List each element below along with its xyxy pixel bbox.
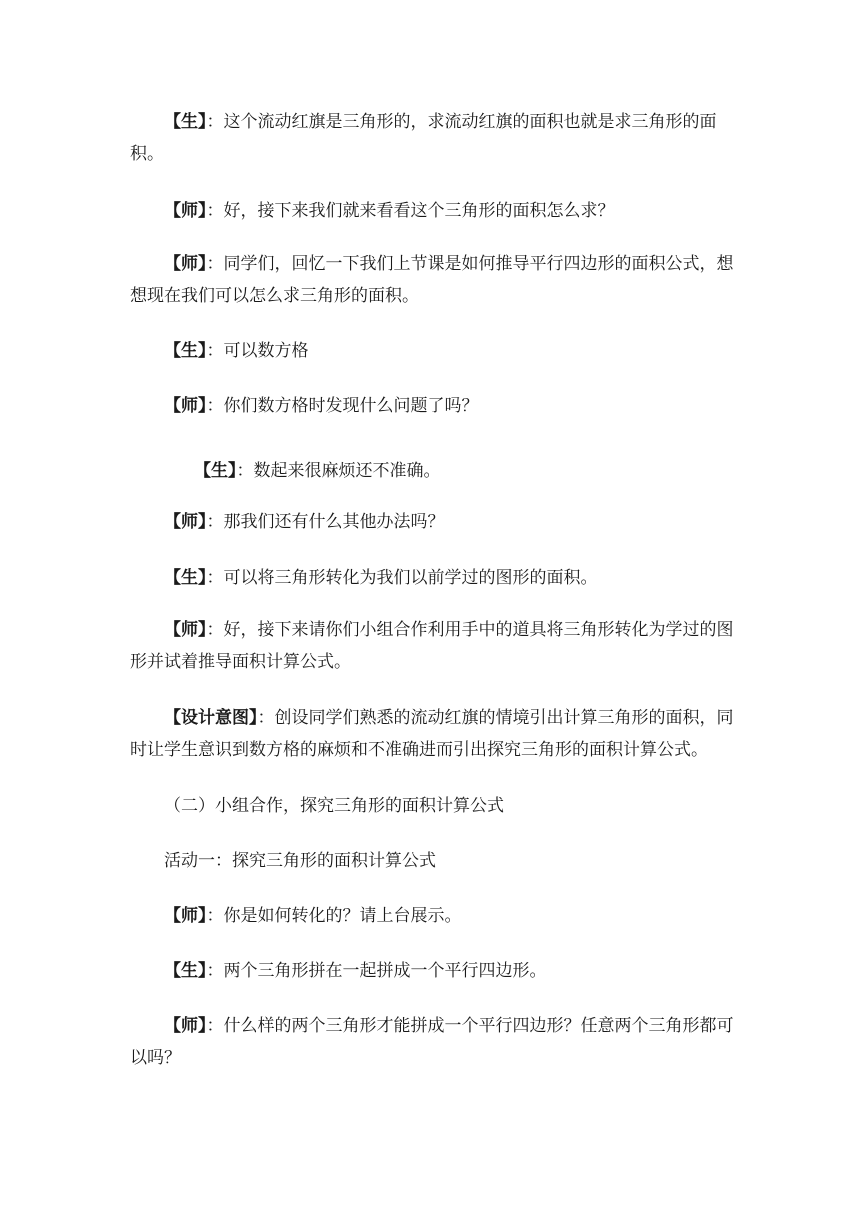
paragraph-text: ：两个三角形拼在一起拼成一个平行四边形。 — [206, 961, 547, 981]
speaker-label: 【生】 — [164, 961, 207, 981]
paragraph — [130, 900, 740, 932]
paragraph — [130, 1010, 740, 1074]
paragraph — [130, 506, 740, 538]
paragraph-text: ：你是如何转化的？请上台展示。 — [206, 906, 462, 926]
paragraph-text: ：这个流动红旗是三角形的，求流动红旗的面积也就是求三角形的面积。 — [130, 112, 717, 164]
paragraph-text: ：数起来很麻烦还不准确。 — [236, 461, 441, 481]
paragraph — [130, 702, 740, 766]
speaker-label: 【生】 — [164, 341, 207, 361]
section-heading — [130, 790, 740, 822]
speaker-label: 【师】 — [164, 396, 207, 416]
paragraph-text: ：什么样的两个三角形才能拼成一个平行四边形？任意两个三角形都可以吗？ — [130, 1016, 734, 1068]
speaker-label: 【师】 — [164, 620, 207, 640]
paragraph-text: ：好，接下来我们就来看看这个三角形的面积怎么求？ — [206, 201, 615, 221]
speaker-label: 【师】 — [164, 906, 207, 926]
paragraph — [130, 562, 740, 594]
paragraph-text: ：创设同学们熟悉的流动红旗的情境引出计算三角形的面积，同时让学生意识到数方格的麻烦和不准确进而引出探究三角形的面积计算公式。 — [130, 708, 734, 760]
speaker-label: 【生】 — [194, 461, 237, 481]
speaker-label: 【师】 — [164, 1016, 207, 1036]
paragraph-text: ：好，接下来请你们小组合作利用手中的道具将三角形转化为学过的图形并试着推导面积计算公式。 — [130, 620, 734, 672]
paragraph — [130, 335, 740, 367]
paragraph-text: 活动一：探究三角形的面积计算公式 — [164, 851, 436, 871]
speaker-label: 【师】 — [164, 512, 207, 532]
paragraph-text: ：你们数方格时发现什么问题了吗？ — [206, 396, 479, 416]
paragraph — [130, 248, 740, 312]
speaker-label: 【师】 — [164, 254, 207, 274]
paragraph — [130, 614, 740, 678]
paragraph-text: ：同学们，回忆一下我们上节课是如何推导平行四边形的面积公式，想想现在我们可以怎么求三角形的面积。 — [130, 254, 734, 306]
paragraph-text: ：那我们还有什么其他办法吗？ — [206, 512, 445, 532]
speaker-label: 【设计意图】 — [164, 708, 258, 728]
paragraph-text: ：可以数方格 — [206, 341, 309, 361]
paragraph — [130, 455, 740, 487]
paragraph — [130, 390, 740, 422]
paragraph — [130, 955, 740, 987]
speaker-label: 【生】 — [164, 568, 207, 588]
speaker-label: 【生】 — [164, 112, 207, 132]
paragraph-text: （二）小组合作，探究三角形的面积计算公式 — [164, 796, 504, 816]
paragraph — [130, 106, 740, 170]
paragraph-text: ：可以将三角形转化为我们以前学过的图形的面积。 — [206, 568, 598, 588]
speaker-label: 【师】 — [164, 201, 207, 221]
paragraph — [130, 195, 740, 227]
activity-heading — [130, 845, 740, 877]
